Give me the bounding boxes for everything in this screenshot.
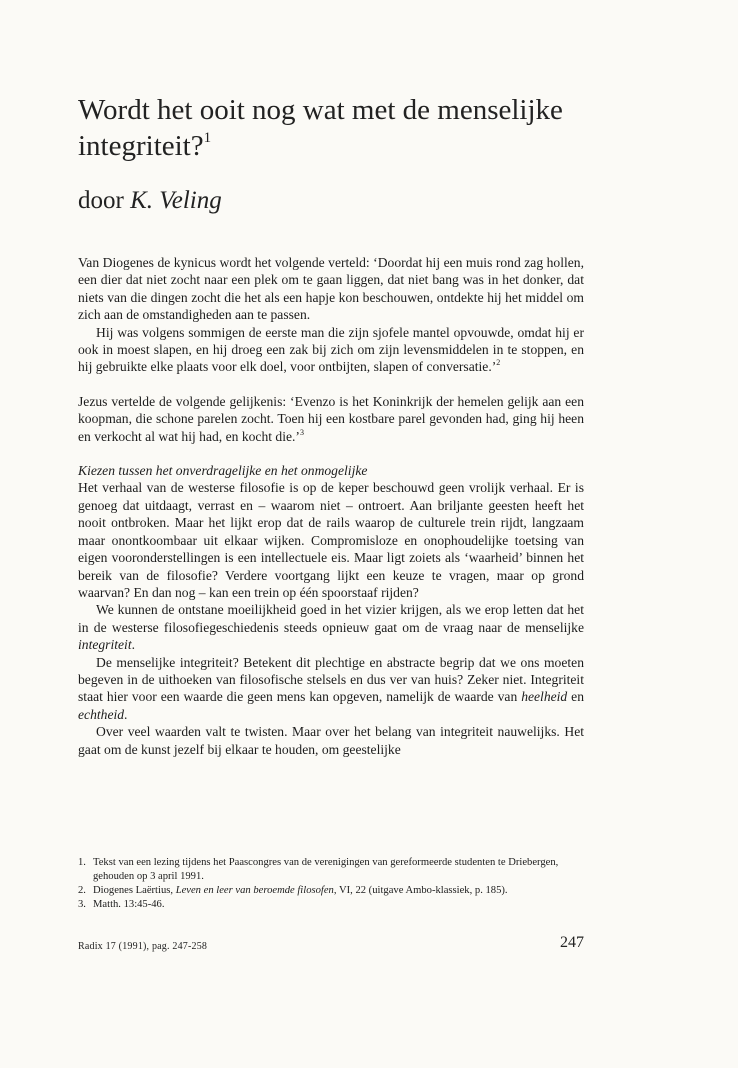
paragraph-text: We kunnen de ontstane moeilijkheid goed in het vizier krijgen, als we erop letten dat het in de westerse filosofiegeschiedenis steeds opnieuw gaat om de vraag naar de menselijke bbox=[78, 602, 584, 635]
footnote-1 bbox=[78, 856, 584, 884]
footnote-ref-2[interactable]: 2 bbox=[496, 358, 501, 368]
author-prefix: door bbox=[78, 187, 124, 214]
footnote-text bbox=[93, 884, 584, 898]
footnote-text: Matth. 13:45-46. bbox=[93, 899, 165, 910]
book-title: Leven en leer van beroemde filosofen bbox=[175, 885, 334, 896]
article-body bbox=[78, 254, 584, 758]
paragraph-filosofie: Het verhaal van de westerse filosofie is op de keper beschouwd geen vrolijk verhaal. Er is genoeg dat uitdaagt, verrast en – waarom niet – ontroert. Aan briljante geesten heeft het nooit ontbroken. Maar het lijkt erop dat de rails waarop de culturele trein rijdt, langzaam maar onontkoombaar uit elkaar wijken. Compromisloze en onophoudelijke toetsing van eigen vooronderstellingen is een intellectuele eis. Maar ligt zoiets als ‘waarheid’ binnen het bereik van de filosofie? Verdere voortgang lijkt een keuze te vragen, maar op grond waarvan? En dan nog – kan een trein op één spoorstaaf rijden? bbox=[78, 480, 584, 600]
paragraph-moeilijkheid bbox=[78, 601, 584, 653]
section-heading: Kiezen tussen het onverdragelijke en het onmogelijke bbox=[78, 463, 368, 479]
footnote-number: 3. bbox=[78, 899, 86, 910]
journal-citation: Radix 17 (1991), pag. 247-258 bbox=[78, 941, 208, 952]
paragraph-diogenes-continued bbox=[78, 324, 584, 376]
article-author bbox=[78, 186, 222, 216]
conjunction: en bbox=[571, 689, 584, 705]
footnotes bbox=[78, 856, 584, 912]
paragraph-text: Hij was volgens sommigen de eerste man die zijn sjofele mantel opvouwde, omdat hij er ook in moest slapen, en hij droeg een zak bij zich om zijn levensmiddelen in te stoppen, en hij gebruikte elke plaats voor elk doel, voor ontbijten, slapen of conversatie.’ bbox=[78, 324, 584, 375]
page-number: 247 bbox=[560, 934, 584, 951]
emphasis-heelheid: heelheid bbox=[521, 689, 568, 705]
article-title-text: Wordt het ooit nog wat met de menselijke integriteit? bbox=[78, 94, 563, 162]
article-title bbox=[78, 92, 618, 164]
footnote-prefix: Diogenes Laërtius, bbox=[93, 885, 174, 896]
footnote-number: 1. bbox=[78, 857, 86, 868]
footnote-2 bbox=[78, 884, 584, 898]
author-name: K. Veling bbox=[130, 187, 222, 214]
emphasis-integriteit: integriteit bbox=[78, 637, 132, 653]
footnote-suffix: , VI, 22 (uitgave Ambo-klassiek, p. 185). bbox=[333, 885, 508, 896]
period: . bbox=[124, 706, 128, 722]
paragraph-diogenes: Van Diogenes de kynicus wordt het volgende verteld: ‘Doordat hij een muis rond zag hollen, een dier dat niet zocht naar een plek om te gaan liggen, dat niet bang was in het donker, dat niets van die dingen zocht die het als een hapje kon beschouwen, ontdekte hij het middel om zich aan de omstandigheden aan te passen. bbox=[78, 255, 584, 323]
paragraph-integriteit bbox=[78, 654, 584, 724]
footnote-ref-3[interactable]: 3 bbox=[299, 427, 304, 437]
footnote-3 bbox=[78, 898, 584, 912]
paragraph-jezus bbox=[78, 393, 584, 445]
title-footnote-ref[interactable]: 1 bbox=[203, 130, 212, 146]
footnote-number: 2. bbox=[78, 885, 86, 896]
period: . bbox=[131, 637, 136, 653]
paragraph-text: Jezus vertelde de volgende gelijkenis: ‘Evenzo is het Koninkrijk der hemelen gelijk aan een koopman, die schone parelen zocht. Toen hij een kostbare parel gevonden had, ging hij heen en verkocht al wat hij had, en kocht die.’ bbox=[78, 393, 584, 444]
emphasis-echtheid: echtheid bbox=[78, 706, 125, 722]
paragraph-waarden: Over veel waarden valt te twisten. Maar over het belang van integriteit nauwelijks. Het gaat om de kunst jezelf bij elkaar te houden, om geestelijke bbox=[78, 724, 584, 757]
paragraph-text: De menselijke integriteit? Betekent dit plechtige en abstracte begrip dat we ons moeten begeven in de uithoeken van filosofische stelsels en dus ver van huis? Zeker niet. Integriteit staat hier voor een waarde die geen mens kan opgeven, namelijk de waarde van bbox=[78, 654, 584, 705]
footnote-text: Tekst van een lezing tijdens het Paascongres van de verenigingen van gereformeerde studenten te Driebergen, gehouden op 3 april 1991. bbox=[93, 857, 559, 882]
